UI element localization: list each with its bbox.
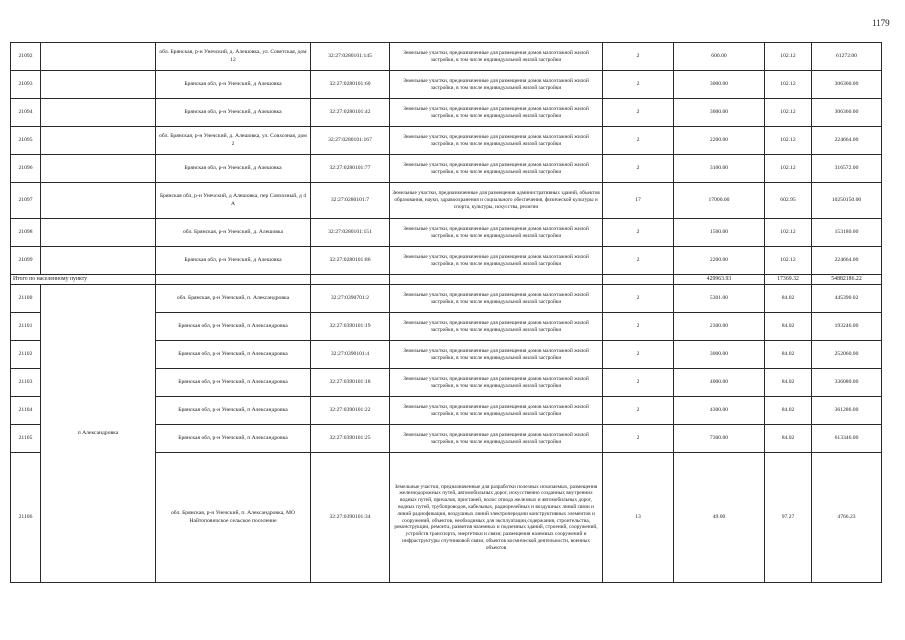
value-cell: 306360.00	[812, 99, 882, 127]
address-cell: Брянская обл, р-н Унечский, п Александровка	[156, 341, 311, 369]
area-cell: 49.00	[674, 453, 765, 583]
cadastral-number: 32:27:0390101:34	[311, 453, 390, 583]
purpose-cell: Земельные участки, предназначенные для размещения домов малоэтажной жилой застройки, в том числе индивидуальной жилой застройки	[390, 425, 603, 453]
locality-cell	[41, 219, 156, 247]
row-id: 21092	[11, 43, 41, 71]
rate-cell: 84.02	[765, 313, 812, 341]
area-cell: 3100.00	[674, 155, 765, 183]
purpose-cell: Земельные участки, предназначенные для размещения домов малоэтажной жилой застройки, в том числе индивидуальной жилой застройки	[390, 313, 603, 341]
address-cell: обл. Брянская, р-н Унечский, п. Александровка, МО Найтоповичское сельское поселение	[156, 453, 311, 583]
cadastral-number: 32:27:0390701:2	[311, 285, 390, 313]
value-cell: 252060.00	[812, 341, 882, 369]
purpose-cell: Земельные участки, предназначенные для размещения домов малоэтажной жилой застройки, в том числе индивидуальной жилой застройки	[390, 369, 603, 397]
purpose-cell: Земельные участки, предназначенные для размещения домов малоэтажной жилой застройки, в том числе индивидуальной жилой застройки	[390, 397, 603, 425]
group-code: 17	[603, 183, 674, 219]
table-row	[11, 219, 882, 247]
value-cell: 445390.02	[812, 285, 882, 313]
subtotal-value: 54882186.22	[812, 275, 882, 285]
purpose-cell: Земельные участки, предназначенные для размещения домов малоэтажной жилой застройки, в том числе индивидуальной жилой застройки	[390, 99, 603, 127]
locality-cell	[41, 127, 156, 155]
address-cell: Брянская обл, р-н Унечский, п Александровка	[156, 369, 311, 397]
cadastral-number: 32:27:0280101:145	[311, 43, 390, 71]
rate-cell: 84.02	[765, 425, 812, 453]
row-id: 21103	[11, 369, 41, 397]
group-code: 2	[603, 43, 674, 71]
group-code: 2	[603, 341, 674, 369]
area-cell: 2300.00	[674, 313, 765, 341]
locality-cell	[41, 183, 156, 219]
locality-cell	[41, 99, 156, 127]
rate-cell: 102.12	[765, 155, 812, 183]
group-code: 2	[603, 425, 674, 453]
cadastral-number: 32:27:0280101:167	[311, 127, 390, 155]
purpose-cell: Земельные участки, предназначенные для разработки полезных ископаемых, размещения железнодорожных путей, автомобильных дорог, искусственно созданных внутренних водных путей, причалов, пристаней, полос отвода железных и автомобильных дорог, водных путей, трубопроводов, кабельных, радиорелейных и воздушных линий связи и линий радиофикации, воздушных линий электропередачи конструктивных элементов и сооружений, объектов, необходимых для эксплуатации,содержания, строительства, реконструкции, ремонта, развития наземных и подземных зданий, строений, сооружений, устройств транспорта, энергетики и связи; размещения наземных сооружений и инфраструктуры спутниковой связи, объектов космической деятельности, военных объектов	[390, 453, 603, 583]
address-cell: обл. Брянская, р-н Унечский, д. Алешовка, ул. Советская, дом 12	[156, 43, 311, 71]
address-cell: Брянская обл, р-н Унечский, д Алешовка, пер Совхозный, д 4 А	[156, 183, 311, 219]
cadastral-number: 32:27:0390101:4	[311, 341, 390, 369]
area-cell: 7300.00	[674, 425, 765, 453]
row-id: 21094	[11, 99, 41, 127]
cadastral-number: 32:27:0280101:7	[311, 183, 390, 219]
rate-cell: 84.02	[765, 341, 812, 369]
purpose-cell: Земельные участки, предназначенные для размещения домов малоэтажной жилой застройки, в том числе индивидуальной жилой застройки	[390, 219, 603, 247]
subtotal-label: Итого по населенному пункту	[11, 275, 156, 285]
locality-cell	[41, 155, 156, 183]
area-cell: 600.00	[674, 43, 765, 71]
cadastral-number: 32:27:0280101:86	[311, 247, 390, 275]
purpose-cell: Земельные участки, предназначенные для размещения домов малоэтажной жилой застройки, в том числе индивидуальной жилой застройки	[390, 127, 603, 155]
address-cell: обл. Брянская, р-н Унечский, д. Алешовка, ул. Совхозная, дом 2	[156, 127, 311, 155]
value-cell: 10250150.00	[812, 183, 882, 219]
subtotal-row	[11, 275, 882, 285]
group-code: 2	[603, 219, 674, 247]
purpose-cell: Земельные участки, предназначенные для размещения домов малоэтажной жилой застройки, в том числе индивидуальной жилой застройки	[390, 43, 603, 71]
area-cell: 3000.00	[674, 71, 765, 99]
address-cell: Брянская обл, р-н Унечский, п Александровка	[156, 313, 311, 341]
address-cell: Брянская обл, р-н Унечский, п Александровка	[156, 397, 311, 425]
cadastral-number: 32:27:0280101:42	[311, 99, 390, 127]
subtotal-area: 429963.93	[674, 275, 765, 285]
area-cell: 4300.00	[674, 397, 765, 425]
address-cell: обл. Брянская, р-н Унечский, п. Александровка	[156, 285, 311, 313]
group-code: 13	[603, 453, 674, 583]
rate-cell: 84.02	[765, 285, 812, 313]
area-cell: 2200.00	[674, 247, 765, 275]
value-cell: 224664.00	[812, 127, 882, 155]
address-cell: Брянская обл, р-н Унечский, д Алешовка	[156, 71, 311, 99]
rate-cell: 102.12	[765, 127, 812, 155]
locality-name: п Александровка	[41, 285, 156, 583]
table-row	[11, 183, 882, 219]
area-cell: 4000.00	[674, 369, 765, 397]
locality-cell	[41, 43, 156, 71]
table-row	[11, 99, 882, 127]
purpose-cell: Земельные участки, предназначенные для размещения домов малоэтажной жилой застройки, в том числе индивидуальной жилой застройки	[390, 247, 603, 275]
row-id: 21099	[11, 247, 41, 275]
purpose-cell: Земельные участки, предназначенные для размещения домов малоэтажной жилой застройки, в том числе индивидуальной жилой застройки	[390, 341, 603, 369]
row-id: 21104	[11, 397, 41, 425]
row-id: 21100	[11, 285, 41, 313]
value-cell: 361286.00	[812, 397, 882, 425]
rate-cell: 97.27	[765, 453, 812, 583]
cadastral-number: 32:27:0390101:19	[311, 313, 390, 341]
row-id: 21095	[11, 127, 41, 155]
land-registry-table	[10, 42, 882, 583]
cadastral-number: 32:27:0390101:18	[311, 369, 390, 397]
cadastral-number: 32:27:0280101:151	[311, 219, 390, 247]
value-cell: 336080.00	[812, 369, 882, 397]
rate-cell: 602.95	[765, 183, 812, 219]
area-cell: 3000.00	[674, 341, 765, 369]
row-id: 21102	[11, 341, 41, 369]
table-row	[11, 71, 882, 99]
area-cell: 2200.00	[674, 127, 765, 155]
row-id: 21098	[11, 219, 41, 247]
cadastral-number: 32:27:0390101:22	[311, 397, 390, 425]
row-id: 21101	[11, 313, 41, 341]
row-id: 21093	[11, 71, 41, 99]
address-cell: Брянская обл, р-н Унечский, д Алешовка	[156, 99, 311, 127]
group-code: 2	[603, 247, 674, 275]
group-code: 2	[603, 313, 674, 341]
table-row	[11, 247, 882, 275]
rate-cell: 102.12	[765, 99, 812, 127]
locality-cell	[41, 247, 156, 275]
purpose-cell: Земельные участки, предназначенные для размещения домов малоэтажной жилой застройки, в том числе индивидуальной жилой застройки	[390, 71, 603, 99]
row-id: 21096	[11, 155, 41, 183]
cadastral-number: 32:27:0390101:25	[311, 425, 390, 453]
cadastral-number: 32:27:0280101:77	[311, 155, 390, 183]
group-code: 2	[603, 285, 674, 313]
group-code: 2	[603, 127, 674, 155]
group-code: 2	[603, 99, 674, 127]
table-row	[11, 127, 882, 155]
table-row	[11, 285, 882, 313]
rate-cell: 102.12	[765, 219, 812, 247]
row-id: 21105	[11, 425, 41, 453]
row-id: 21106	[11, 453, 41, 583]
group-code: 2	[603, 397, 674, 425]
value-cell: 4766.23	[812, 453, 882, 583]
purpose-cell: Земельные участки, предназначенные для размещения домов малоэтажной жилой застройки, в том числе индивидуальной жилой застройки	[390, 155, 603, 183]
value-cell: 193246.00	[812, 313, 882, 341]
locality-cell	[41, 71, 156, 99]
purpose-cell: Земельные участки, предназначенные для размещения административных зданий, объектов образования, науки, здравоохранения и социального обеспечения, физической культуры и спорта, культуры, искусства, религии	[390, 183, 603, 219]
address-cell: Брянская обл, р-н Унечский, д Алешовка	[156, 247, 311, 275]
value-cell: 153180.00	[812, 219, 882, 247]
area-cell: 1500.00	[674, 219, 765, 247]
value-cell: 306360.00	[812, 71, 882, 99]
row-id: 21097	[11, 183, 41, 219]
value-cell: 224664.00	[812, 247, 882, 275]
rate-cell: 102.12	[765, 247, 812, 275]
cadastral-number: 32:27:0280101:60	[311, 71, 390, 99]
page-number: 1179	[872, 18, 890, 28]
value-cell: 61272.00	[812, 43, 882, 71]
area-cell: 5301.00	[674, 285, 765, 313]
rate-cell: 84.02	[765, 397, 812, 425]
value-cell: 613346.00	[812, 425, 882, 453]
address-cell: Брянская обл, р-н Унечский, д Алешовка	[156, 155, 311, 183]
table-row	[11, 43, 882, 71]
group-code: 2	[603, 71, 674, 99]
rate-cell: 84.02	[765, 369, 812, 397]
rate-cell: 102.12	[765, 71, 812, 99]
address-cell: Брянская обл, р-н Унечский, п Александровка	[156, 425, 311, 453]
subtotal-rate: 17369.32	[765, 275, 812, 285]
group-code: 2	[603, 155, 674, 183]
area-cell: 3000.00	[674, 99, 765, 127]
rate-cell: 102.12	[765, 43, 812, 71]
purpose-cell: Земельные участки, предназначенные для размещения домов малоэтажной жилой застройки, в том числе индивидуальной жилой застройки	[390, 285, 603, 313]
value-cell: 316572.00	[812, 155, 882, 183]
group-code: 2	[603, 369, 674, 397]
table-row	[11, 155, 882, 183]
area-cell: 17000.00	[674, 183, 765, 219]
address-cell: обл. Брянская, р-н Унечский, д. Алешовка	[156, 219, 311, 247]
